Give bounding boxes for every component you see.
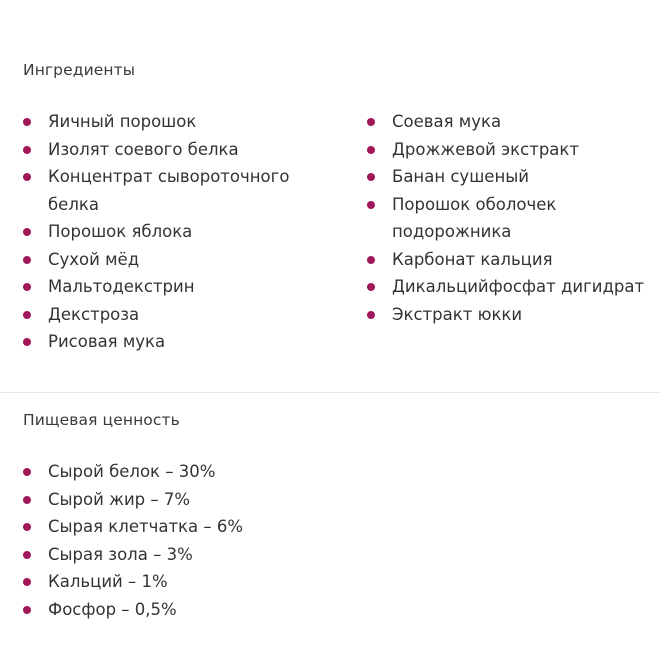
bullet-dot-icon xyxy=(367,311,375,319)
nutrition-item xyxy=(23,541,423,569)
bullet-dot-icon xyxy=(23,338,31,346)
ingredient-item xyxy=(23,328,323,356)
nutrition-label: Кальций – 1% xyxy=(48,572,168,591)
ingredient-label: Рисовая мука xyxy=(48,332,166,351)
bullet-dot-icon xyxy=(23,578,31,586)
bullet-dot-icon xyxy=(23,146,31,154)
bullet-dot-icon xyxy=(367,256,375,264)
ingredient-label: Соевая мука xyxy=(392,112,502,131)
ingredient-item xyxy=(23,108,323,136)
ingredient-item xyxy=(23,273,323,301)
ingredient-label: Декстроза xyxy=(48,304,140,324)
nutrition-item xyxy=(23,458,423,486)
ingredient-item xyxy=(23,163,323,218)
ingredient-label: Карбонат кальция xyxy=(392,249,553,269)
bullet-dot-icon xyxy=(23,283,31,291)
bullet-dot-icon xyxy=(23,496,31,504)
ingredient-item xyxy=(23,246,323,274)
ingredient-item xyxy=(23,136,323,164)
ingredient-item xyxy=(367,136,657,164)
nutrition-title: Пищевая ценность xyxy=(23,411,180,429)
ingredient-item xyxy=(23,218,323,246)
ingredient-item xyxy=(367,108,657,136)
bullet-dot-icon xyxy=(23,228,31,236)
nutrition-item xyxy=(23,568,423,596)
ingredient-label: Банан сушеный xyxy=(392,167,529,186)
bullet-dot-icon xyxy=(367,283,375,291)
ingredient-label: Яичный порошок xyxy=(48,112,197,131)
nutrition-item xyxy=(23,513,423,541)
nutrition-section xyxy=(0,393,660,660)
ingredients-list-right xyxy=(367,108,657,328)
ingredient-item xyxy=(367,191,657,246)
nutrition-item xyxy=(23,486,423,514)
ingredient-item xyxy=(367,163,657,191)
ingredient-label: Концентрат сывороточного белка xyxy=(48,167,290,214)
ingredients-title: Ингредиенты xyxy=(23,61,136,79)
bullet-dot-icon xyxy=(23,468,31,476)
ingredients-list-left xyxy=(23,108,323,356)
ingredient-label: Дрожжевой экстракт xyxy=(392,139,579,159)
bullet-dot-icon xyxy=(367,118,375,126)
ingredient-label: Экстракт юкки xyxy=(392,304,523,324)
bullet-dot-icon xyxy=(23,523,31,531)
ingredient-item xyxy=(367,273,657,301)
nutrition-label: Сырая клетчатка – 6% xyxy=(48,517,244,536)
nutrition-list xyxy=(23,458,423,623)
bullet-dot-icon xyxy=(23,606,31,614)
ingredient-label: Порошок оболочек подорожника xyxy=(392,194,557,241)
nutrition-label: Сырой жир – 7% xyxy=(48,489,191,509)
ingredient-item xyxy=(367,246,657,274)
ingredient-label: Изолят соевого белка xyxy=(48,139,239,159)
bullet-dot-icon xyxy=(23,551,31,559)
bullet-dot-icon xyxy=(23,311,31,319)
bullet-dot-icon xyxy=(367,146,375,154)
ingredient-label: Дикальцийфосфат дигидрат xyxy=(392,277,645,296)
ingredient-item xyxy=(367,301,657,329)
ingredient-label: Порошок яблока xyxy=(48,222,193,241)
bullet-dot-icon xyxy=(23,173,31,181)
bullet-dot-icon xyxy=(367,173,375,181)
nutrition-label: Фосфор – 0,5% xyxy=(48,599,177,619)
bullet-dot-icon xyxy=(23,118,31,126)
ingredient-item xyxy=(23,301,323,329)
ingredient-label: Мальтодекстрин xyxy=(48,277,195,296)
nutrition-label: Сырой белок – 30% xyxy=(48,462,216,481)
nutrition-label: Сырая зола – 3% xyxy=(48,544,193,564)
bullet-dot-icon xyxy=(23,256,31,264)
bullet-dot-icon xyxy=(367,201,375,209)
ingredient-label: Сухой мёд xyxy=(48,249,140,269)
nutrition-item xyxy=(23,596,423,624)
